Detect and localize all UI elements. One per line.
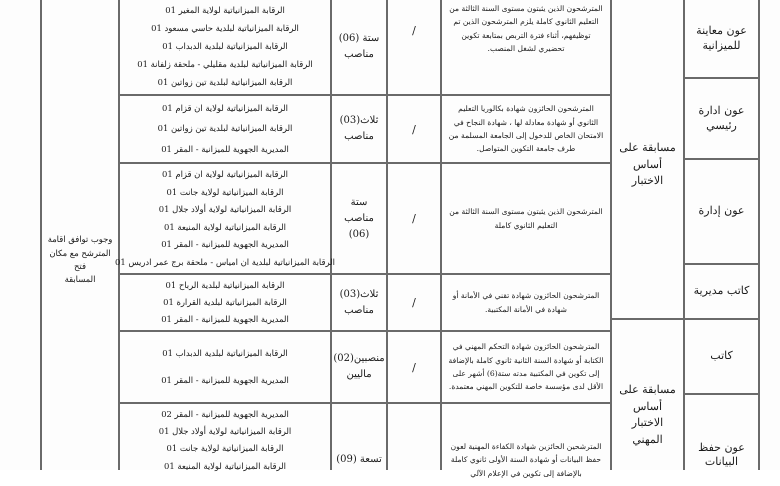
residence-requirement-note: وجوب توافق اقامة المترشح مع مكان فتح المسابقة [47, 234, 113, 285]
conditions-cell-3: المترشحون الذين يثبتون مستوى السنة الثالثة من التعليم الثانوي كاملة [449, 207, 603, 230]
branches-cell-4: الرقابة الميزانياتية لبلدية الرباح 01 الرقابة الميزانياتية لبلدية القرارة 01 المديرية الجهوية للميزانية - المقر 01 [161, 279, 289, 324]
row-divider-5-grade [683, 393, 760, 395]
grade-cell-3: عون إدارة [698, 204, 745, 218]
posts-cell-6: تسعة (09) [336, 454, 382, 465]
conditions-cell-5: المترشحون الحائزون شهادة التحكم المهني في الكتابة أو شهادة السنة الثانية ثانوي كاملة بالإضافة إلى تكوين في المكتبية مدته ستة(6) أشهر على الأقل لدى مؤسسة خاصة للتكوين المهني معتمدة. [448, 342, 604, 392]
slash-cell-3: / [412, 212, 416, 225]
conditions-cell-1 [442, 0, 610, 94]
grade-cell-1 [685, 0, 758, 77]
grade-cell-5: كاتب [710, 349, 733, 363]
branches-cell-1: الرقابة الميزانياتية لولاية المغير 01 الرقابة الميزانياتية لبلدية حاسي مسعود 01 الرقابة الميزانياتية لبلدية الدبداب 01 الرقابة الميزانياتية لبلدية مقليلي - ملحقة زلفانة 01 الرقابة الميزانياتية لبلدية تين زواتين 01 [137, 5, 313, 88]
conditions-cell-4: المترشحون الحائزون شهادة تقني في الأمانة أو شهادة في الأمانة المكتبية. [452, 291, 600, 314]
posts-cell-3: ستة مناصب (06) [344, 196, 374, 240]
border-right [758, 0, 760, 470]
branches-cell-2: الرقابة الميزانياتية لولاية ان قزام 01 الرقابة الميزانياتية لبلدية تين زواتين 01 المديرية الجهوية للميزانية - المقر 01 [157, 102, 293, 155]
grade-label: عون معاينة للميزانية [696, 24, 747, 52]
grade-cell-6: عون حفظ البيانات [698, 440, 745, 468]
slash-cell-2: / [412, 122, 416, 136]
branches-cell-6: المديرية الجهوية للميزانية - المقر 02 الرقابة الميزانياتية لولاية أولاد جلال 01 الرقابة الميزانياتية لولاية جانت 01 الرقابة الميزانياتية لولاية المنيعة 01 [158, 409, 292, 471]
slash-cell-4: / [412, 296, 416, 309]
conditions-cell-2: المترشحون الحائزون شهادة بكالوريا التعليم الثانوي أو شهادة معادلة لها ، شهادة النجاح في الامتحان الخاص للدخول إلى الجامعة المسلمة من طرف جامعة التكوين المتواصل. [448, 104, 604, 154]
recruitment-mode-1: مسابقة على أساس الاختبار [619, 141, 676, 188]
branches-cell-3: الرقابة الميزانياتية لولاية ان قزام 01 الرقابة الميزانياتية لولاية جانت 01 الرقابة الميزانياتية لولاية أولاد جلال 01 الرقابة الميزانياتية لولاية المنيعة 01 المديرية الجهوية للميزانية - المقر 01 الرقابة الميزانياتية لبلدية ان امياس - ملحقة برج عمر ادريس 01 [115, 169, 335, 267]
recruitment-mode-2: مسابقة على أساس الاختبار المهني [619, 383, 676, 446]
slash-cell-1: / [412, 23, 416, 37]
branches-cell-5: الرقابة الميزانياتية لبلدية الدبداب 01 المديرية الجهوية للميزانية - المقر 01 [161, 347, 289, 386]
conditions-text: المترشحون الذين يثبتون مستوى السنة الثالثة من التعليم الثانوي كاملة يلزم المترشحون الذين تم توظيفهم، أثناء فترة التربص بمتابعة تكوين تحضيري لشغل المنصب. [449, 4, 603, 53]
posts-cell-4: ثلاث(03) مناصب [339, 288, 379, 316]
posts-cell-1: ستة (06) مناصب [338, 33, 380, 60]
grade-cell-4: كاتب مديرية [693, 284, 750, 298]
posts-cell-2: ثلاث(03) مناصب [339, 115, 379, 142]
grade-cell-2: عون ادارة رئيسي [698, 104, 745, 132]
conditions-cell-6: المترشحين الحائزين شهادة الكفاءة المهنية لعون حفظ البيانات أو شهادة السنة الأولى ثانوي كاملة بالإضافة إلى تكوين في الإعلام الآلي [450, 442, 602, 478]
posts-cell-5: منصبين(02) ماليين [333, 353, 385, 380]
slash-cell-5: / [412, 360, 416, 374]
